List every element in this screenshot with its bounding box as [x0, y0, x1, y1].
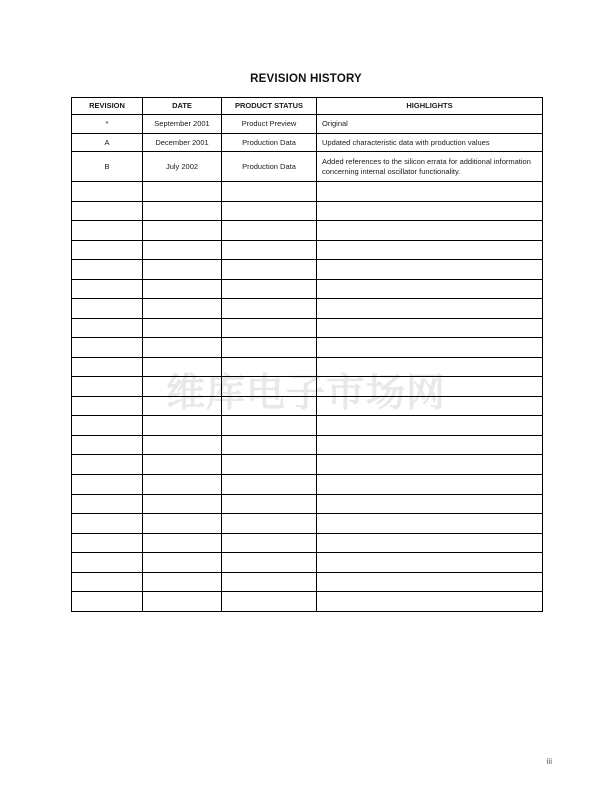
empty-cell	[222, 260, 317, 280]
empty-cell	[317, 260, 543, 280]
empty-cell	[317, 338, 543, 358]
column-header-highlights: HIGHLIGHTS	[317, 98, 543, 115]
empty-cell	[72, 182, 143, 202]
table-row	[72, 152, 543, 182]
empty-cell	[72, 260, 143, 280]
empty-table-row	[72, 221, 543, 241]
cell-revision: A	[72, 134, 143, 152]
cell-highlights: Added references to the silicon errata for additional information concerning internal oscillator functionality.	[317, 152, 543, 182]
empty-cell	[222, 377, 317, 397]
cell-product-status: Product Preview	[222, 115, 317, 134]
empty-cell	[317, 240, 543, 260]
empty-cell	[143, 455, 222, 475]
empty-cell	[143, 416, 222, 436]
empty-table-row	[72, 572, 543, 592]
empty-cell	[222, 240, 317, 260]
empty-cell	[72, 221, 143, 241]
empty-cell	[317, 435, 543, 455]
empty-cell	[317, 533, 543, 553]
empty-cell	[72, 318, 143, 338]
empty-cell	[72, 455, 143, 475]
empty-cell	[72, 357, 143, 377]
empty-cell	[143, 592, 222, 612]
empty-cell	[143, 260, 222, 280]
empty-cell	[222, 533, 317, 553]
empty-cell	[143, 338, 222, 358]
empty-cell	[222, 494, 317, 514]
empty-cell	[317, 318, 543, 338]
empty-cell	[143, 494, 222, 514]
column-header-product-status: PRODUCT STATUS	[222, 98, 317, 115]
empty-cell	[222, 572, 317, 592]
empty-cell	[72, 553, 143, 573]
empty-cell	[222, 299, 317, 319]
page-title: REVISION HISTORY	[250, 73, 362, 85]
empty-cell	[317, 514, 543, 534]
empty-cell	[143, 357, 222, 377]
empty-cell	[143, 221, 222, 241]
empty-cell	[143, 201, 222, 221]
empty-cell	[72, 572, 143, 592]
empty-cell	[317, 572, 543, 592]
empty-cell	[143, 377, 222, 397]
column-header-revision: REVISION	[72, 98, 143, 115]
empty-cell	[317, 396, 543, 416]
empty-cell	[222, 201, 317, 221]
empty-table-row	[72, 592, 543, 612]
empty-cell	[222, 338, 317, 358]
empty-cell	[317, 474, 543, 494]
empty-cell	[317, 357, 543, 377]
empty-cell	[222, 279, 317, 299]
empty-cell	[222, 357, 317, 377]
cell-highlights: Updated characteristic data with production values	[317, 134, 543, 152]
empty-cell	[317, 182, 543, 202]
cell-date: December 2001	[143, 134, 222, 152]
empty-cell	[143, 240, 222, 260]
empty-cell	[317, 416, 543, 436]
empty-table-row	[72, 279, 543, 299]
empty-table-row	[72, 396, 543, 416]
empty-cell	[143, 279, 222, 299]
table-header-row	[72, 98, 543, 115]
empty-cell	[317, 592, 543, 612]
cell-date: September 2001	[143, 115, 222, 134]
empty-cell	[143, 318, 222, 338]
empty-table-row	[72, 182, 543, 202]
empty-cell	[72, 494, 143, 514]
empty-cell	[222, 474, 317, 494]
empty-table-row	[72, 260, 543, 280]
empty-table-row	[72, 201, 543, 221]
empty-cell	[72, 240, 143, 260]
empty-cell	[317, 553, 543, 573]
empty-cell	[143, 435, 222, 455]
empty-cell	[222, 553, 317, 573]
cell-revision: *	[72, 115, 143, 134]
empty-cell	[222, 592, 317, 612]
empty-cell	[222, 435, 317, 455]
empty-cell	[143, 514, 222, 534]
watermark-text: 维库电子市场网	[165, 372, 447, 415]
empty-cell	[72, 416, 143, 436]
empty-cell	[72, 338, 143, 358]
empty-cell	[72, 514, 143, 534]
empty-table-row	[72, 435, 543, 455]
empty-cell	[72, 592, 143, 612]
empty-cell	[72, 279, 143, 299]
empty-table-row	[72, 494, 543, 514]
empty-table-row	[72, 240, 543, 260]
empty-cell	[72, 201, 143, 221]
empty-cell	[317, 299, 543, 319]
revision-history-table	[71, 97, 543, 612]
empty-table-row	[72, 416, 543, 436]
cell-date: July 2002	[143, 152, 222, 182]
empty-cell	[143, 299, 222, 319]
empty-table-row	[72, 553, 543, 573]
empty-table-row	[72, 377, 543, 397]
empty-table-row	[72, 357, 543, 377]
empty-table-row	[72, 299, 543, 319]
empty-table-row	[72, 338, 543, 358]
empty-cell	[222, 514, 317, 534]
empty-cell	[222, 182, 317, 202]
empty-table-row	[72, 455, 543, 475]
table-row	[72, 115, 543, 134]
table-row	[72, 134, 543, 152]
empty-cell	[143, 396, 222, 416]
column-header-date: DATE	[143, 98, 222, 115]
empty-cell	[72, 299, 143, 319]
cell-revision: B	[72, 152, 143, 182]
empty-cell	[222, 455, 317, 475]
empty-cell	[143, 182, 222, 202]
empty-cell	[317, 221, 543, 241]
empty-cell	[222, 221, 317, 241]
empty-cell	[222, 396, 317, 416]
empty-cell	[317, 201, 543, 221]
empty-table-row	[72, 514, 543, 534]
empty-cell	[72, 474, 143, 494]
empty-cell	[72, 396, 143, 416]
cell-product-status: Production Data	[222, 152, 317, 182]
empty-cell	[72, 377, 143, 397]
empty-cell	[317, 279, 543, 299]
empty-cell	[143, 572, 222, 592]
empty-cell	[317, 455, 543, 475]
page-number: iii	[546, 757, 552, 766]
empty-table-row	[72, 474, 543, 494]
empty-cell	[143, 553, 222, 573]
empty-cell	[222, 318, 317, 338]
empty-cell	[143, 474, 222, 494]
empty-cell	[72, 533, 143, 553]
empty-table-row	[72, 318, 543, 338]
cell-highlights: Original	[317, 115, 543, 134]
empty-cell	[317, 494, 543, 514]
empty-cell	[72, 435, 143, 455]
empty-cell	[317, 377, 543, 397]
empty-cell	[222, 416, 317, 436]
empty-table-row	[72, 533, 543, 553]
empty-cell	[143, 533, 222, 553]
cell-product-status: Production Data	[222, 134, 317, 152]
